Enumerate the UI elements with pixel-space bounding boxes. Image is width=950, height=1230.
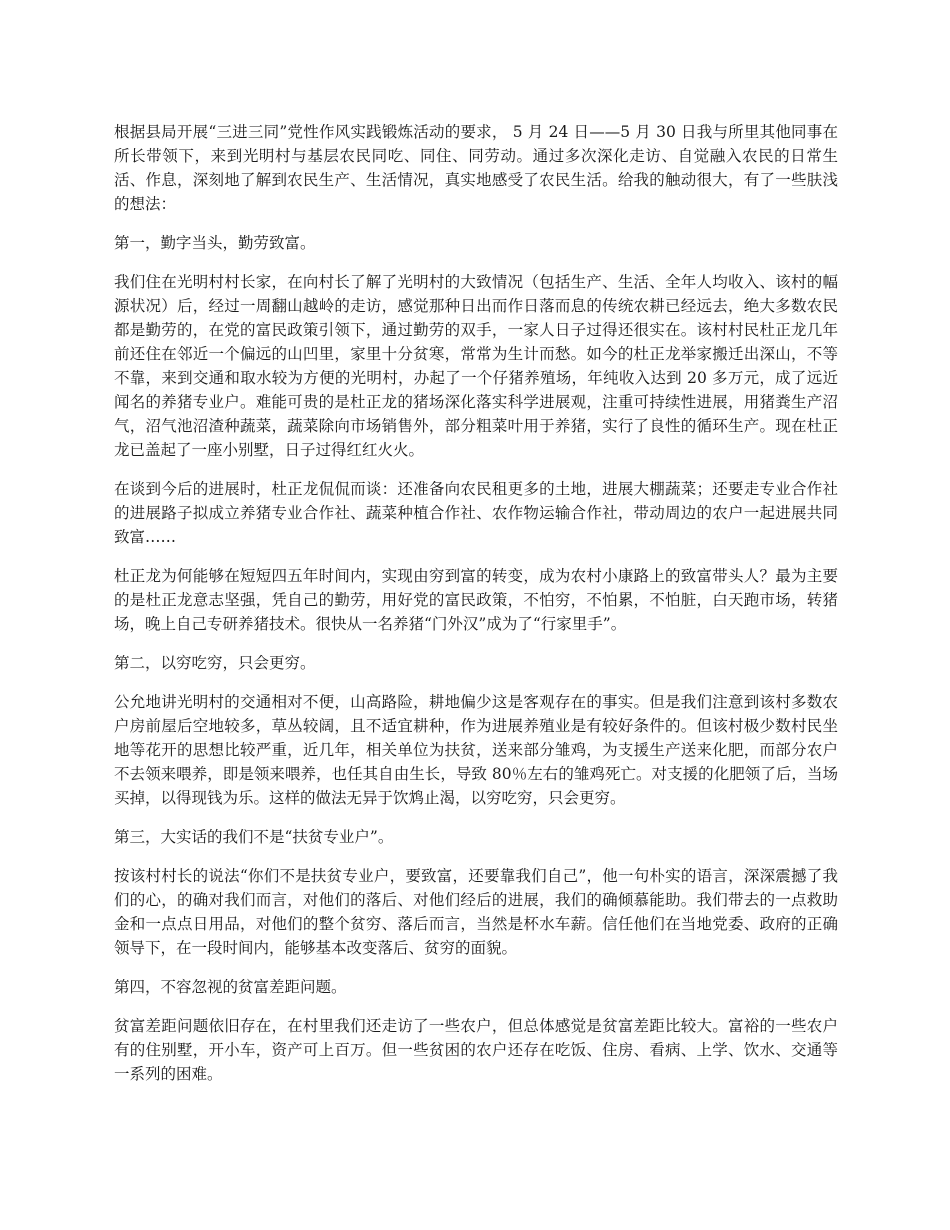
section-heading-2: 第二，以穷吃穷，只会更穷。 bbox=[114, 654, 316, 672]
body-paragraph: 贫富差距问题依旧存在，在村里我们还走访了一些农户，但总体感觉是贫富差距比较大。富裕的一些农户有的住别墅，开小车，资产可上百万。但一些贫困的农户还存在吃饭、住房、看病、上学、饮水、交通等一系列的困难。 bbox=[114, 1017, 838, 1083]
body-paragraph: 杜正龙为何能够在短短四五年时间内，实现由穷到富的转变，成为农村小康路上的致富带头人？最为主要的是杜正龙意志坚强，凭自己的勤劳，用好党的富民政策，不怕穷，不怕累，不怕脏，白天跑市场，转猪场，晚上自己专研养猪技术。很快从一名养猪“门外汉”成为了“行家里手”。 bbox=[114, 567, 838, 633]
body-paragraph: 我们住在光明村村长家，在向村长了解了光明村的大致情况（包括生产、生活、全年人均收入、该村的幅源状况）后，经过一周翻山越岭的走访，感觉那种日出而作日落而息的传统农耕已经远去，绝大多数农民都是勤劳的，在党的富民政策引领下，通过勤劳的双手，一家人日子过得还很实在。该村村民杜正龙几年前还住在邻近一个偏远的山凹里，家里十分贫寒，常常为生计而愁。如今的杜正龙举家搬迁出深山，不等不靠，来到交通和取水较为方便的光明村，办起了一个仔猪养殖场，年纯收入达到 20 多万元，成了远近闻名的养猪专业户。难能可贵的是杜正龙的猪场深化落实科学进展观，注重可持续性进展，用猪粪生产沼气，沼气池沼渣种蔬菜，蔬菜除向市场销售外，部分粗菜叶用于养猪，实行了良性的循环生产。现在杜正龙已盖起了一座小别墅，日子过得红红火火。 bbox=[114, 273, 838, 459]
section-heading-1: 第一，勤字当头，勤劳致富。 bbox=[114, 234, 316, 252]
section-heading-3: 第三，大实话的我们不是“扶贫专业户”。 bbox=[114, 828, 394, 846]
document-body bbox=[114, 120, 838, 1101]
body-paragraph: 在谈到今后的进展时，杜正龙侃侃而谈：还准备向农民租更多的土地，进展大棚蔬菜；还要走专业合作社的进展路子拟成立养猪专业合作社、蔬菜种植合作社、农作物运输合作社，带动周边的农户一起进展共同致富…… bbox=[114, 480, 838, 546]
intro-paragraph: 根据县局开展“三进三同”党性作风实践锻炼活动的要求， 5 月 24 日——5 月 30 日我与所里其他同事在所长带领下，来到光明村与基层农民同吃、同住、同劳动。通过多次深化走访、自觉融入农民的日常生活、作息，深刻地了解到农民生产、生活情况，真实地感受了农民生活。给我的触动很大，有了一些肤浅的想法： bbox=[114, 123, 838, 213]
body-paragraph: 按该村村长的说法“你们不是扶贫专业户，要致富，还要靠我们自己”，他一句朴实的语言，深深震撼了我们的心，的确对我们而言，对他们的落后、对他们经后的进展，我们的确倾慕能助。我们带去的一点救助金和一点点日用品，对他们的整个贫穷、落后而言，当然是杯水车薪。信任他们在当地党委、政府的正确领导下，在一段时间内，能够基本改变落后、贫穷的面貌。 bbox=[114, 867, 838, 957]
section-heading-4: 第四，不容忽视的贫富差距问题。 bbox=[114, 978, 347, 996]
body-paragraph: 公允地讲光明村的交通相对不便，山高路险，耕地偏少这是客观存在的事实。但是我们注意到该村多数农户房前屋后空地较多，草丛较阔，且不适宜耕种，作为进展养殖业是有较好条件的。但该村极少数村民坐地等花开的思想比较严重，近几年，相关单位为扶贫，送来部分雏鸡，为支援生产送来化肥，而部分农户不去领来喂养，即是领来喂养，也任其自由生长，导致 80％左右的雏鸡死亡。对支援的化肥领了后，当场买掉，以得现钱为乐。这样的做法无异于饮鸩止渴，以穷吃穷，只会更穷。 bbox=[114, 693, 838, 807]
